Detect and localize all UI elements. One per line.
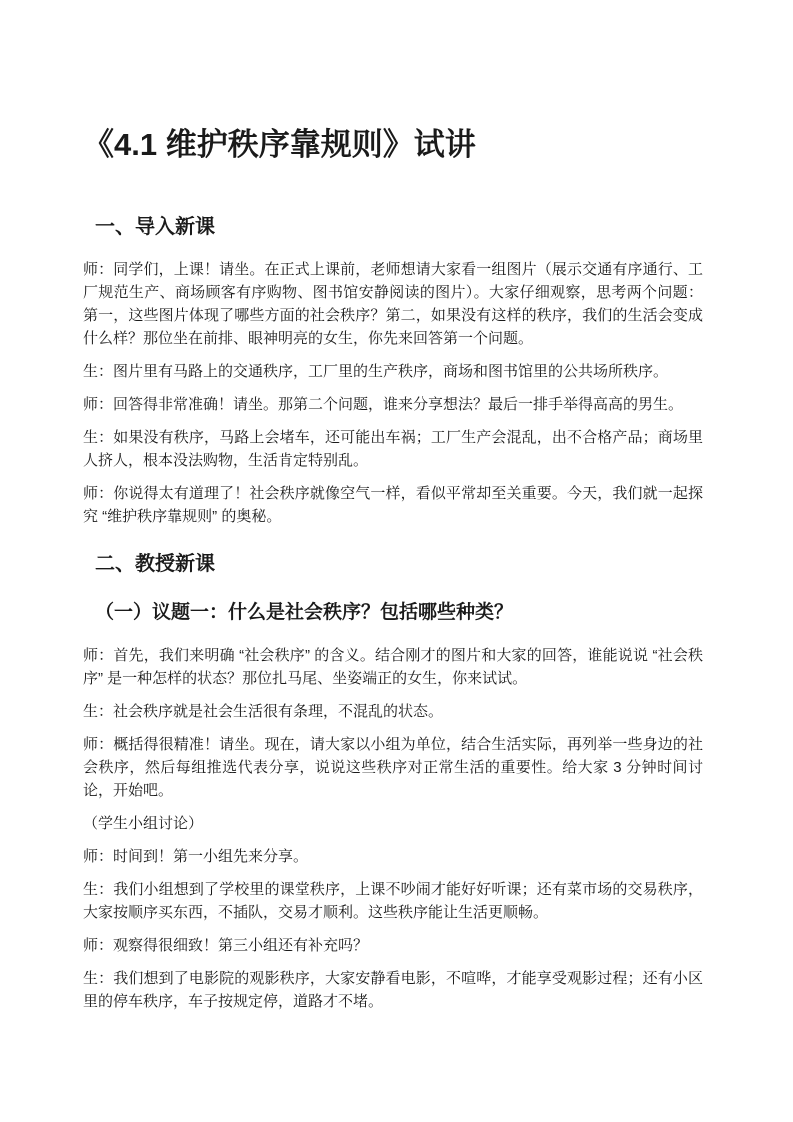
teacher-line: 师：同学们，上课！请坐。在正式上课前，老师想请大家看一组图片（展示交通有序通行、工厂规范生产、商场顾客有序购物、图书馆安静阅读的图片）。大家仔细观察，思考两个问题：第一，这些图片体现了哪些方面的社会秩序？第二，如果没有这样的秩序，我们的生活会变成什么样？那位坐在前排、眼神明亮的女生，你先来回答第一个问题。 <box>83 261 703 347</box>
teacher-line: 师：首先，我们来明确 “社会秩序” 的含义。结合刚才的图片和大家的回答，谁能说说 “社会秩序” 是一种怎样的状态？那位扎马尾、坐姿端正的女生，你来试试。 <box>83 647 703 687</box>
section-heading-teach: 二、教授新课 <box>95 553 215 575</box>
stage-direction: （学生小组讨论） <box>83 815 204 832</box>
student-line: 生：社会秩序就是社会生活很有条理，不混乱的状态。 <box>83 703 444 720</box>
student-line: 生：如果没有秩序，马路上会堵车，还可能出车祸；工厂生产会混乱，出不合格产品；商场里人挤人，根本没法购物，生活肯定特别乱。 <box>83 429 703 469</box>
teacher-line: 师：你说得太有道理了！社会秩序就像空气一样，看似平常却至关重要。今天，我们就一起探究 “维护秩序靠规则” 的奥秘。 <box>83 485 703 525</box>
teacher-line: 师：观察得很细致！第三小组还有补充吗？ <box>83 937 369 954</box>
teacher-line: 师：概括得很精准！请坐。现在，请大家以小组为单位，结合生活实际，再列举一些身边的社会秩序，然后每组推选代表分享，说说这些秩序对正常生活的重要性。给大家 3 分钟时间讨论，开始吧。 <box>83 736 703 799</box>
teacher-line: 师：回答得非常准确！请坐。那第二个问题，谁来分享想法？最后一排手举得高高的男生。 <box>83 396 684 413</box>
student-line: 生：图片里有马路上的交通秩序，工厂里的生产秩序，商场和图书馆里的公共场所秩序。 <box>83 363 669 380</box>
document-title: 《4.1 维护秩序靠规则》试讲 <box>83 127 476 162</box>
student-line: 生：我们小组想到了学校里的课堂秩序，上课不吵闹才能好好听课；还有菜市场的交易秩序，大家按顺序买东西，不插队，交易才顺利。这些秩序能让生活更顺畅。 <box>83 881 703 921</box>
section-heading-intro: 一、导入新课 <box>95 216 215 238</box>
teacher-line: 师：时间到！第一小组先来分享。 <box>83 848 309 865</box>
topic-1-subheading: （一）议题一：什么是社会秩序？包括哪些种类？ <box>95 602 514 623</box>
student-line: 生：我们想到了电影院的观影秩序，大家安静看电影，不喧哗，才能享受观影过程；还有小区里的停车秩序，车子按规定停，道路才不堵。 <box>83 970 703 1010</box>
